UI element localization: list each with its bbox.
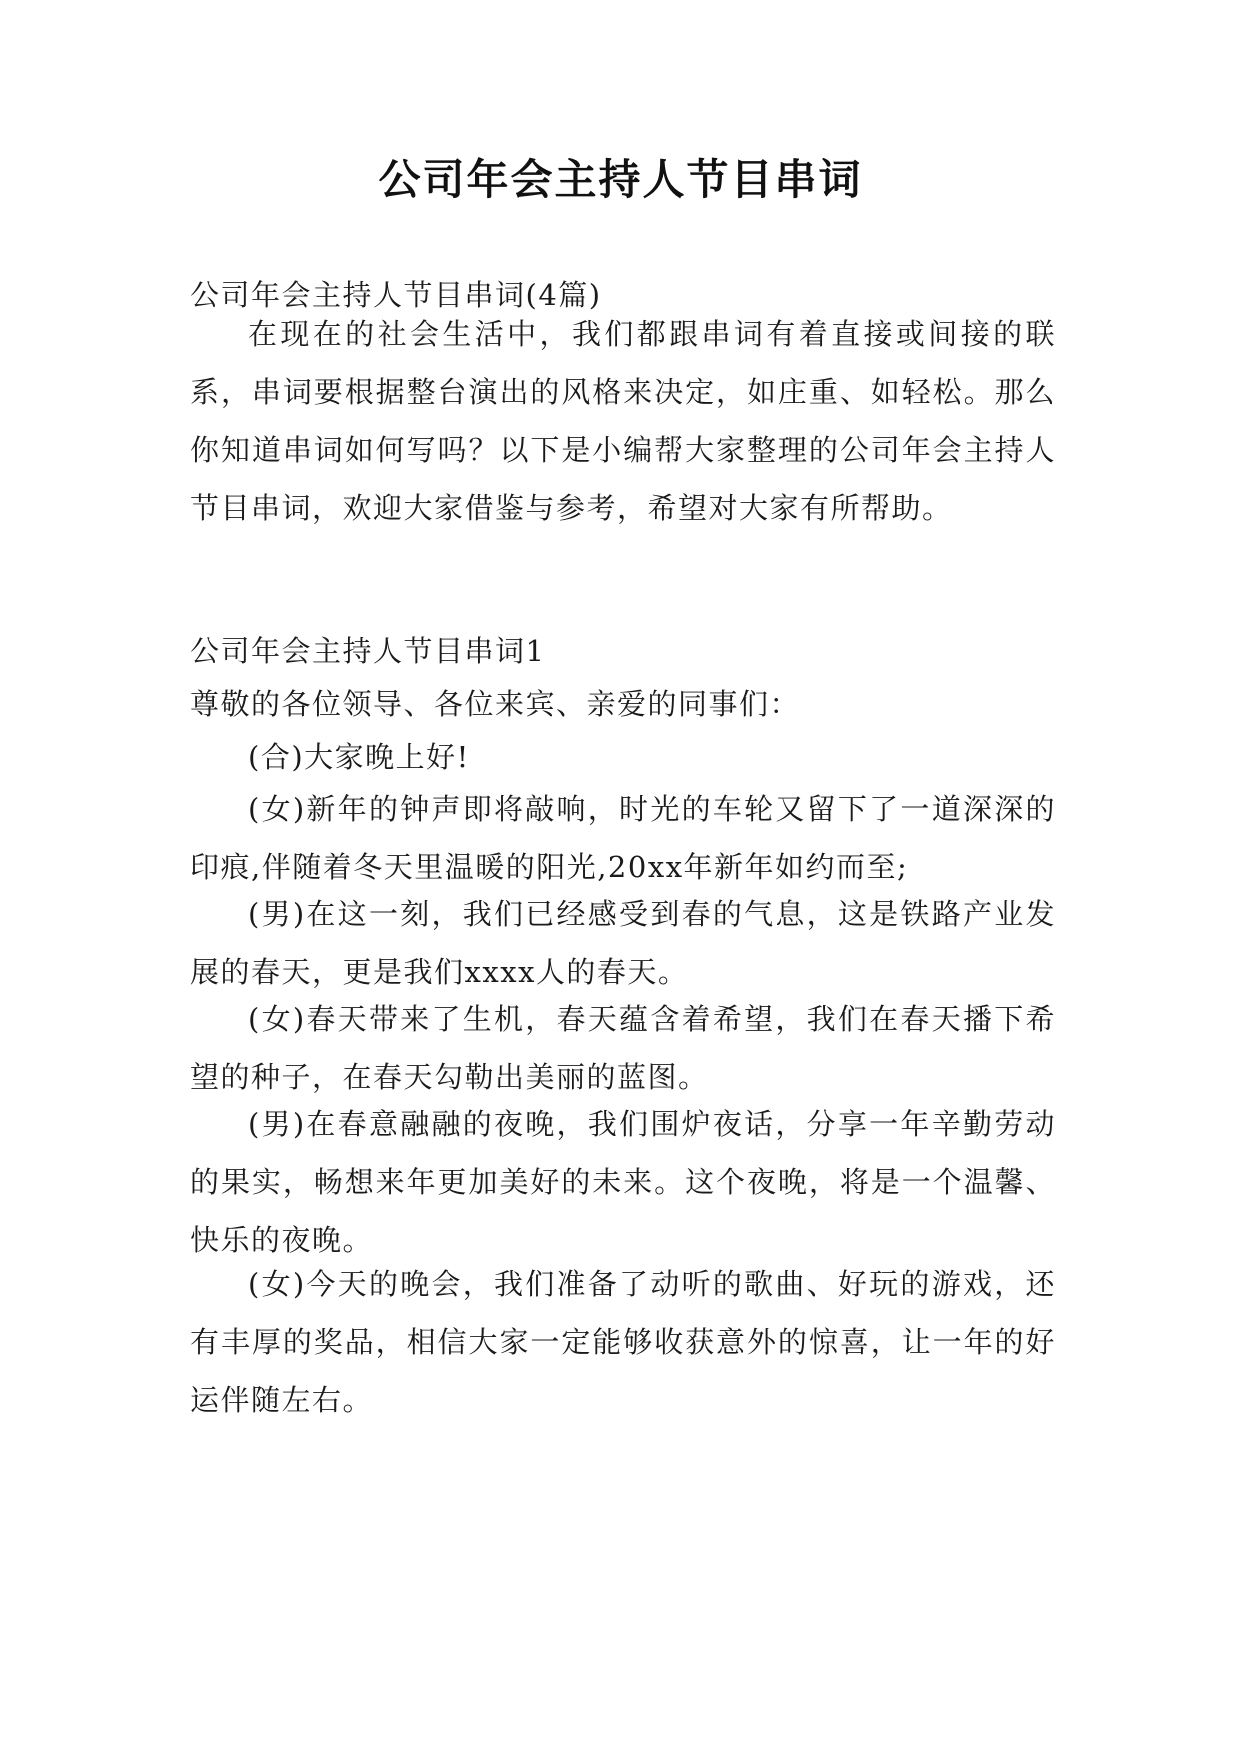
script-paragraph: (女)春天带来了生机，春天蕴含着希望，我们在春天播下希望的种子，在春天勾勒出美丽的蓝图。 [190,1002,1056,1094]
intro-paragraph: 在现在的社会生活中，我们都跟串词有着直接或间接的联系，串词要根据整台演出的风格来决定，如庄重、如轻松。那么你知道串词如何写吗？以下是小编帮大家整理的公司年会主持人节目串词，欢迎大家借鉴与参考，希望对大家有所帮助。 [190,317,1056,525]
script-paragraph: (女)新年的钟声即将敲响，时光的车轮又留下了一道深深的印痕,伴随着冬天里温暖的阳光,20xx年新年如约而至; [190,792,1056,884]
script-paragraph: (女)今天的晚会，我们准备了动听的歌曲、好玩的游戏，还有丰厚的奖品，相信大家一定能够收获意外的惊喜，让一年的好运伴随左右。 [190,1267,1056,1417]
script-paragraph: (男)在春意融融的夜晚，我们围炉夜话，分享一年辛勤劳动的果实，畅想来年更加美好的未来。这个夜晚，将是一个温馨、快乐的夜晚。 [190,1107,1056,1257]
script-paragraph: (男)在这一刻，我们已经感受到春的气息，这是铁路产业发展的春天，更是我们xxxx人的春天。 [190,897,1056,989]
document-title: 公司年会主持人节目串词 [378,155,863,204]
script-paragraph: (合)大家晚上好! [248,740,470,774]
greeting-line: 尊敬的各位领导、各位来宾、亲爱的同事们： [190,687,801,721]
section-heading: 公司年会主持人节目串词1 [190,634,546,668]
document-subtitle: 公司年会主持人节目串词(4篇) [190,278,602,312]
